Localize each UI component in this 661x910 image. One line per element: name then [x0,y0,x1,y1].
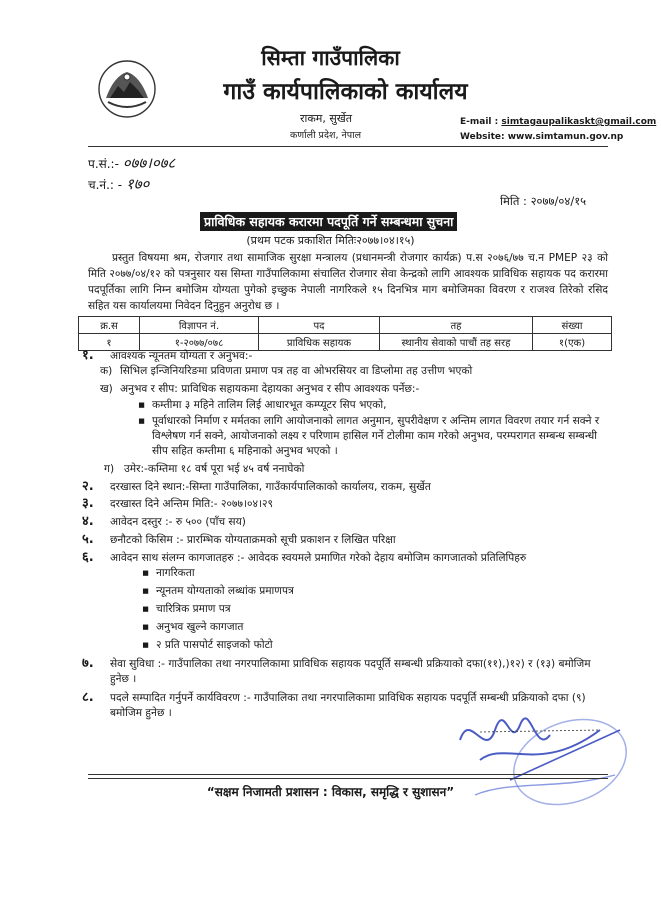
table-cell: १-२०७७/०७८ [140,334,259,351]
item-8-text: पदले सम्पादित गर्नुपर्ने कार्यविवरण :- गाउँपालिका तथा नगरपालिकामा प्राविधिक सहायक पदपूर्ति सम्बन्धी प्रक्रियाको दफा (९) बमोजिम हुनेछ । [110,692,586,719]
item-6 [82,550,612,566]
date-value: २०७७/०४/१५ [530,194,587,208]
item-1-number: १. [82,348,94,363]
item-1b [100,382,612,397]
item-1b-label: ख) [100,383,113,395]
cn-value: १७० [125,175,150,193]
item-5-text: छनौटको किसिम :- प्रारम्भिक योग्यताक्रमको सूची प्रकाशन र लिखित परिक्षा [110,534,396,546]
reference-ps [88,153,175,173]
item-1b-bullet-2 [138,414,612,459]
table-header-row [79,317,612,334]
municipality-name: सिम्ता गाउँपालिका [261,46,400,70]
item-4-text: आवेदन दस्तुर :- रु ५०० (पाँच सय) [110,516,246,528]
bullet-icon: ▪ [142,585,150,597]
bullet-icon: ▪ [138,415,146,427]
item-1-text: आवश्यक न्यूनतम योग्यता र अनुभव:- [110,350,253,362]
website-label: Website: [460,132,508,142]
cn-label: च.नं.: - [88,178,126,192]
table-header: क्र.स [79,317,140,334]
email-label: E-mail : [460,117,502,127]
table-header: पद [259,317,380,334]
table-header: तह [380,317,533,334]
item-1a [100,364,612,379]
item-2-number: २. [82,479,94,494]
footer-divider [88,778,608,779]
vacancy-table [78,316,612,351]
intro-text: प्रस्तुत विषयमा श्रम, रोजगार तथा सामाजिक सुरक्षा मन्त्रालय (प्रधानमन्त्री रोजगार कार्यक्र) प.स २०७६/७७ च.न PMEP २३ को मिति २०७७/०४/१२ को पत्रनुसार यस सिम्ता गाउँपालिकामा संचालित रोजगार सेवा केन्द्रको लागि आवश्यक प्राविधिक सहायक पद करारमा पदपूर्तिका लागि निम्न बमोजिम योग्यता पुगेको इच्छुक नेपाली नागरिकले १५ दिनभित्र माग बमोजिमका विवरण र राजश्व तिरेको रसिद सहित यस कार्यालयमा निवेदन दिनुहुन अनुरोध छ । [88,252,608,312]
item-6-number: ६. [82,550,94,565]
item-5-number: ५. [82,532,94,547]
item-2 [82,479,612,495]
bullet-text: कम्तीमा ३ महिने तालिम लिई आधारभूत कम्प्यूटर सिप भएको, [152,399,387,411]
item-4-number: ४. [82,514,94,529]
address-line-2: कर्णाली प्रदेश, नेपाल [290,130,362,141]
item-1 [82,348,612,364]
item-1b-bullet-1 [138,398,612,413]
email-link[interactable]: simtagaupalikaskt@gmail.com [501,117,657,127]
item-1c-text: उमेर:-कम्तिमा १८ वर्ष पूरा भई ४५ वर्ष ननाघेको [124,463,305,475]
item-2-text: दरखास्त दिने स्थान:-सिम्ता गाउँपालिका, गाउँकार्यपालिकाको कार्यालय, राकम, सुर्खेत [110,481,431,493]
intro-paragraph [88,250,608,314]
address-line-1: राकम, सुर्खेत [300,112,353,125]
item-3-number: ३. [82,496,94,511]
email-info [460,117,656,127]
item-1a-label: क) [100,365,113,377]
item-1c [104,462,612,477]
footer-motto: “सक्षम निजामती प्रशासन : विकास, समृद्धि र सुशासन” [206,785,455,799]
reference-cn [88,174,149,194]
doc-bullet [142,620,243,635]
item-3 [82,496,612,512]
table-cell: १ [79,334,140,351]
item-7-text: सेवा सुविधा :- गाउँपालिका तथा नगरपालिकामा प्राविधिक सहायक पदपूर्ति सम्बन्धी प्रक्रियाको दफा(११),)१२) र (१३) बमोजिम हुनेछ । [110,658,591,685]
item-3-text: दरखास्त दिने अन्तिम मिति:- २०७७।०४।२९ [110,498,274,510]
item-1c-label: ग) [104,463,115,475]
table-header: विज्ञापन नं. [140,317,259,334]
ps-value: ०७७।०७८ [122,154,176,172]
doc-bullet [142,638,273,653]
item-1b-text: अनुभव र सीप: प्राविधिक सहायकमा देहायका अनुभव र सीप आवश्यक पर्नेछ:- [120,383,420,395]
header-divider [88,146,608,147]
table-cell: स्थानीय सेवाको पाचौं तह सरह [380,334,533,351]
doc-bullet-text: न्यूनतम योग्यताको लब्धांक प्रमाणपत्र [156,585,294,597]
item-4 [82,514,612,530]
doc-bullet-text: अनुभव खुल्ने कागजात [156,621,244,633]
bullet-icon: ▪ [138,399,146,411]
doc-bullet [142,602,231,617]
item-1a-text: सिभिल इन्जिनियरिङमा प्रविणता प्रमाण पत्र तह वा ओभरसियर वा डिप्लोमा तह उत्तीण भएको [120,365,473,377]
bullet-icon: ▪ [142,567,150,579]
doc-bullet [142,566,195,581]
ps-label: प.सं.:- [88,157,123,171]
item-6-text: आवेदन साथ संलग्न कागजातहरु :- आवेदक स्वयमले प्रमाणित गरेको देहाय बमोजिम कागजातको प्रतिलिपिहरु [110,552,527,564]
bullet-icon: ▪ [142,603,150,615]
doc-bullet [142,584,294,599]
notice-date [500,194,586,209]
item-8-number: ८. [82,690,94,705]
doc-bullet-text: चारित्रिक प्रमाण पत्र [156,603,231,615]
doc-bullet-text: २ प्रति पासपोर्ट साइजको फोटो [156,639,273,651]
office-name: गाउँ कार्यपालिकाको कार्यालय [223,79,468,105]
website-link[interactable]: www.simtamun.gov.np [507,132,624,142]
item-7 [82,656,612,687]
bullet-icon: ▪ [142,639,150,651]
bullet-text: पूर्वाधारको निर्माण र मर्मतका लागि आयोजनाको लागत अनुमान, सुपरीवेक्षण र अन्तिम लागत विवरण तयार गर्न सक्ने र विश्लेषण गर्न सक्ने, आयोजनाको लक्ष्य र परिणाम हासिल गर्ने टोलीमा काम गरेको अनुभव, परम्परागत सम्बन्ध सम्बन्धी सीप सहित कम्तीमा ६ महिनाको अनुभव भएको । [152,415,600,457]
table-cell: १(एक) [533,334,612,351]
table-header: संख्या [533,317,612,334]
date-label: मिति : [500,194,531,208]
footer-divider [88,774,608,775]
item-7-number: ७. [82,656,94,671]
publication-subtitle: (प्रथम पटक प्रकाशित मितिः२०७७।०४।१५) [246,234,415,247]
website-info [460,132,623,142]
table-cell: प्राविधिक सहायक [259,334,380,351]
subject-heading: प्राविधिक सहायक करारमा पदपूर्ति गर्ने सम्बन्धमा सुचना [200,212,457,231]
doc-bullet-text: नागरिकता [156,567,195,579]
bullet-icon: ▪ [142,621,150,633]
item-5 [82,532,612,548]
